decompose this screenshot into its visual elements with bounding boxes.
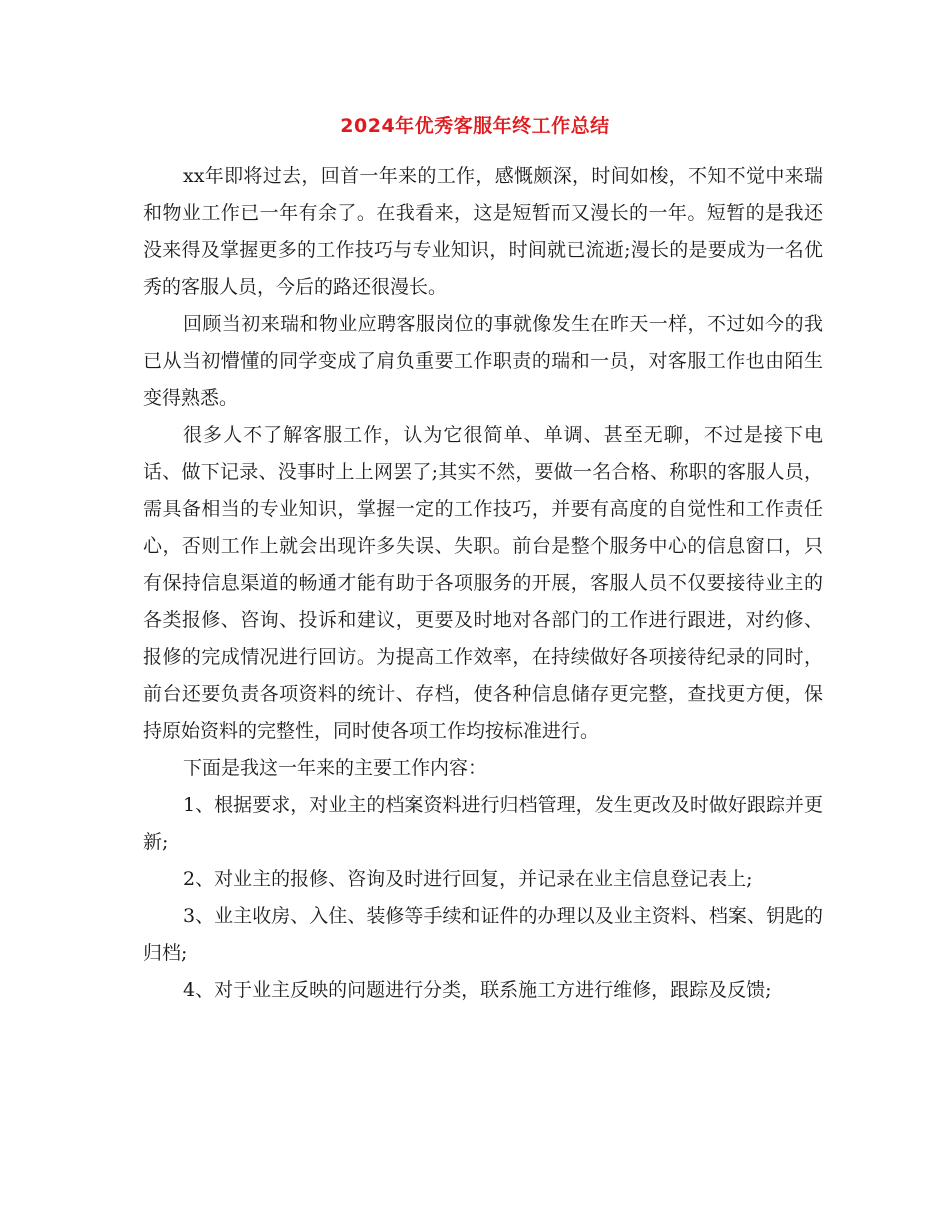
- paragraph-work-list-intro: 下面是我这一年来的主要工作内容：: [183, 757, 488, 779]
- document-title: 2024年优秀客服年终工作总结: [340, 115, 610, 137]
- paragraph-review: 回顾当初来瑞和物业应聘客服岗位的事就像发生在昨天一样，不过如今的我已从当初懵懂的同学变成了肩负重要工作职责的瑞和一员，对客服工作也由陌生变得熟悉。: [143, 313, 823, 409]
- paragraph-work-description: 很多人不了解客服工作，认为它很简单、单调、甚至无聊，不过是接下电话、做下记录、没事时上上网罢了;其实不然，要做一名合格、称职的客服人员，需具备相当的专业知识，掌握一定的工作技巧，并要有高度的自觉性和工作责任心，否则工作上就会出现许多失误、失职。前台是整个服务中心的信息窗口，只有保持信息渠道的畅通才能有助于各项服务的开展，客服人员不仅要接待业主的各类报修、咨询、投诉和建议，更要及时地对各部门的工作进行跟进，对约修、报修的完成情况进行回访。为提高工作效率，在持续做好各项接待纪录的同时，前台还要负责各项资料的统计、存档，使各种信息储存更完整，查找更方便，保持原始资料的完整性，同时使各项工作均按标准进行。: [143, 424, 823, 742]
- paragraph-intro: xx年即将过去，回首一年来的工作，感慨颇深，时间如梭，不知不觉中来瑞和物业工作已一年有余了。在我看来，这是短暂而又漫长的一年。短暂的是我还没来得及掌握更多的工作技巧与专业知识，时间就已流逝;漫长的是要成为一名优秀的客服人员，今后的路还很漫长。: [143, 165, 823, 298]
- list-item-4: 4、对于业主反映的问题进行分类，联系施工方进行维修，跟踪及反馈;: [183, 979, 772, 1001]
- document-body: [143, 158, 823, 1009]
- list-item-3: 3、业主收房、入住、装修等手续和证件的办理以及业主资料、档案、钥匙的归档;: [143, 905, 823, 964]
- list-item-2: 2、对业主的报修、咨询及时进行回复，并记录在业主信息登记表上;: [183, 868, 753, 890]
- list-item-1: 1、根据要求，对业主的档案资料进行归档管理，发生更改及时做好跟踪并更新;: [143, 794, 823, 853]
